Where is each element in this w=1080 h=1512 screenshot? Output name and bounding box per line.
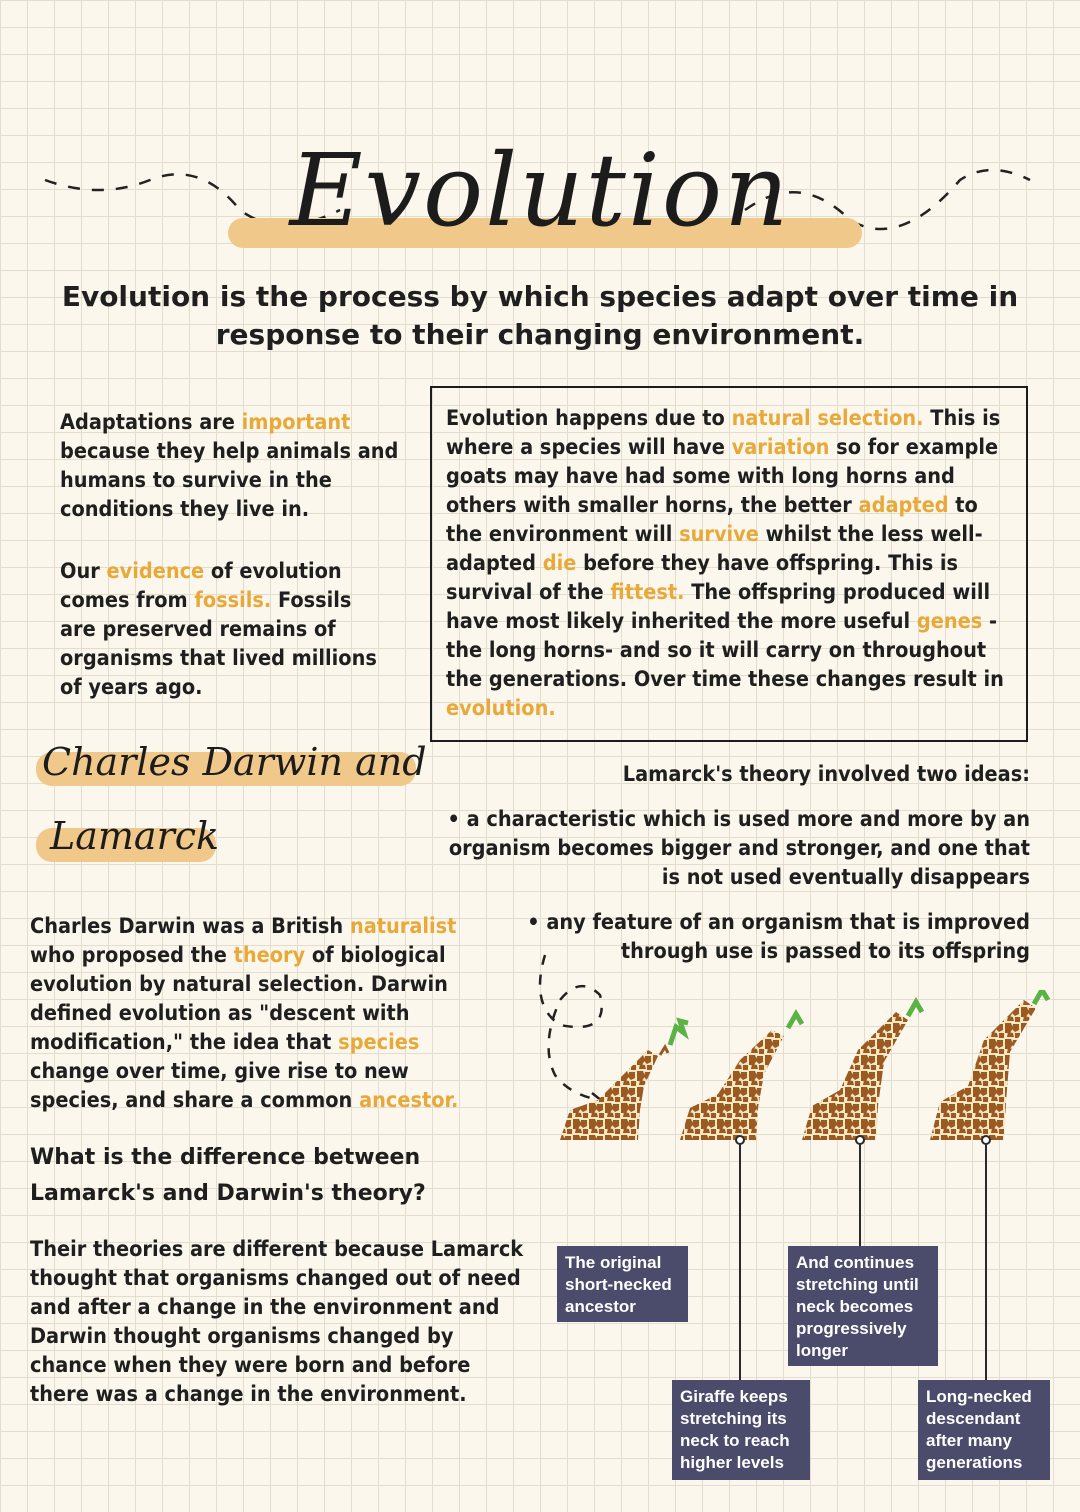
page-title: Evolution: [289, 132, 791, 249]
label-stretching-neck: Giraffe keeps stretching its neck to reach higher levels: [672, 1380, 810, 1480]
label-continues-stretching: And continues stretching until neck becomes progressively longer: [788, 1246, 938, 1366]
giraffe-2: [680, 1014, 802, 1140]
label-original-ancestor: The original short-necked ancestor: [557, 1246, 688, 1322]
adaptations-paragraph: Adaptations are important because they help animals and humans to survive in the conditions they live in.: [60, 410, 399, 522]
natural-selection-text: Evolution happens due to natural selection. This is where a species will have variation so for example goats may have had some with long horns and others with smaller horns, the better adapted to the environment will survive whilst the less well-adapted die before they have offspring. This is survival of the fittest. The offspring produced will have most likely inherited the more useful genes -the long horns- and so it will carry on throughout the generations. Over time these changes result in evolution.: [446, 406, 1004, 721]
giraffe-3: [802, 1002, 922, 1140]
lamarck-bullet-2: • any feature of an organism that is improved through use is passed to its offspring: [527, 910, 1030, 964]
lamarck-bullet-1: • a characteristic which is used more and more by an organism becomes bigger and stronger, and one that is not used eventually disappears: [447, 807, 1030, 890]
question-heading: What is the difference between Lamarck's and Darwin's theory?: [30, 1145, 426, 1206]
darwin-paragraph: Charles Darwin was a British naturalist who proposed the theory of biological evolution by natural selection. Darwin defined evolution as "descent with modification," the idea that species change over time, give rise to new species, and share a common ancestor.: [30, 914, 459, 1113]
section-heading-line2: Lamarck: [50, 814, 220, 858]
giraffe-4: [930, 990, 1048, 1140]
evidence-paragraph: Our evidence of evolution comes from fossils. Fossils are preserved remains of organisms that lived millions of years ago.: [60, 559, 377, 700]
lamarck-title: Lamarck's theory involved two ideas:: [622, 762, 1030, 787]
section-heading-line1: Charles Darwin and: [42, 740, 427, 784]
answer-paragraph: Their theories are different because Lamarck thought that organisms changed out of need and after a change in the environment and Darwin thought organisms changed by chance when they were born and before there was a change in the environment.: [30, 1237, 524, 1407]
intro-text: Evolution is the process by which species adapt over time in response to their changing environment.: [61, 280, 1019, 351]
label-long-necked-descendant: Long-necked descendant after many generations: [918, 1380, 1050, 1480]
giraffe-1: [560, 1021, 688, 1140]
